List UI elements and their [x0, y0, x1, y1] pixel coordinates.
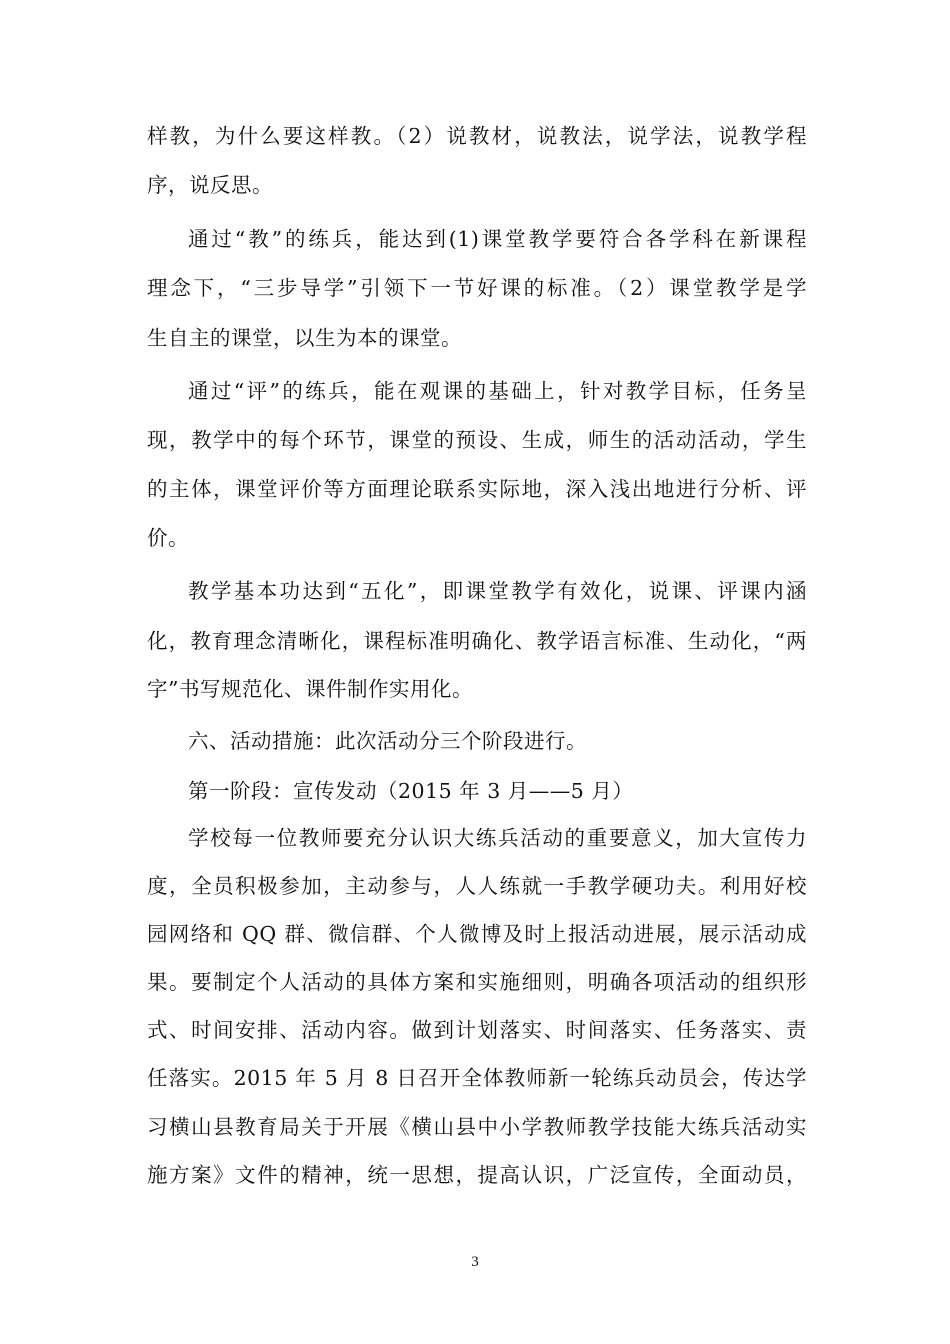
text-line: 现，教学中的每个环节，课堂的预设、生成，师生的活动活动，学生 — [147, 428, 807, 452]
text-line: 习横山县教育局关于开展《横山县中小学教师教学技能大练兵活动实 — [147, 1115, 807, 1139]
text-line: 样教，为什么要这样教。（2）说教材，说教法，说学法，说教学程 — [147, 124, 807, 148]
text-line: 学校每一位教师要充分认识大练兵活动的重要意义，加大宣传力 — [188, 826, 807, 850]
text-line: 任落实。2015 年 5 月 8 日召开全体教师新一轮练兵动员会，传达学 — [147, 1066, 807, 1090]
text-line: 序，说反思。 — [147, 173, 273, 197]
text-line: 字”书写规范化、课件制作实用化。 — [147, 677, 473, 701]
text-line: 通过“教”的练兵，能达到(1)课堂教学要符合各学科在新课程 — [188, 227, 807, 251]
text-line: 价。 — [147, 526, 189, 550]
text-line: 园网络和 QQ 群、微信群、个人微博及时上报活动进展，展示活动成 — [147, 922, 807, 946]
text-line: 生自主的课堂，以生为本的课堂。 — [147, 326, 462, 350]
text-line: 的主体，课堂评价等方面理论联系实际地，深入浅出地进行分析、评 — [147, 477, 807, 501]
text-line: 理念下，“三步导学”引领下一节好课的标准。（2）课堂教学是学 — [147, 276, 807, 300]
text-line: 式、时间安排、活动内容。做到计划落实、时间落实、任务落实、责 — [147, 1018, 807, 1042]
text-line: 度，全员积极参加，主动参与，人人练就一手教学硬功夫。利用好校 — [147, 874, 807, 898]
text-line: 教学基本功达到“五化”，即课堂教学有效化，说课、评课内涵 — [188, 579, 807, 603]
stage-heading: 第一阶段：宣传发动（2015 年 3 月——5 月） — [188, 779, 634, 803]
text-line: 施方案》文件的精神，统一思想，提高认识，广泛宣传，全面动员， — [147, 1163, 807, 1187]
page-number: 3 — [471, 1254, 479, 1270]
section-heading: 六、活动措施：此次活动分三个阶段进行。 — [188, 729, 587, 753]
text-line: 化，教育理念清晰化，课程标准明确化、教学语言标准、生动化，“两 — [147, 629, 807, 653]
text-line: 通过“评”的练兵，能在观课的基础上，针对教学目标，任务呈 — [188, 379, 807, 403]
text-line: 果。要制定个人活动的具体方案和实施细则，明确各项活动的组织形 — [147, 970, 807, 994]
